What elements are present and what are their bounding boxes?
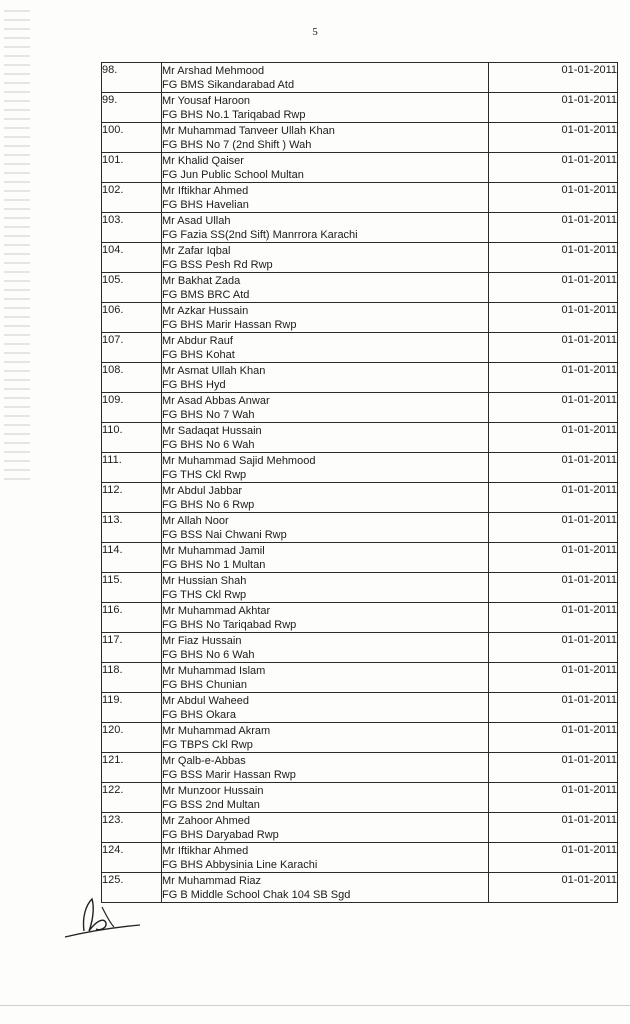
name-school-cell: [162, 663, 489, 693]
serial-number: 124.: [102, 843, 162, 873]
serial-number: 106.: [102, 303, 162, 333]
table-row: [102, 633, 618, 663]
school-name: FG BMS Sikandarabad Atd: [162, 79, 295, 91]
school-name: FG BHS No 6 Rwp: [162, 499, 255, 511]
effective-date: 01-01-2011: [489, 693, 618, 723]
name-school-cell: [162, 723, 489, 753]
employee-name: Mr Bakhat Zada: [162, 275, 241, 287]
employee-name: Mr Qalb-e-Abbas: [162, 755, 246, 767]
employee-name: Mr Muhammad Islam: [162, 665, 266, 677]
school-name: FG THS Ckl Rwp: [162, 469, 247, 481]
employee-name: Mr Asad Abbas Anwar: [162, 395, 270, 407]
table-row: [102, 783, 618, 813]
school-name: FG BHS Kohat: [162, 349, 235, 361]
serial-number: 121.: [102, 753, 162, 783]
employee-name: Mr Munzoor Hussain: [162, 785, 264, 797]
employee-name: Mr Muhammad Riaz: [162, 875, 262, 887]
table-row: [102, 453, 618, 483]
effective-date: 01-01-2011: [489, 423, 618, 453]
serial-number: 109.: [102, 393, 162, 423]
effective-date: 01-01-2011: [489, 513, 618, 543]
school-name: FG TBPS Ckl Rwp: [162, 739, 253, 751]
serial-number: 118.: [102, 663, 162, 693]
school-name: FG BSS Pesh Rd Rwp: [162, 259, 273, 271]
roster-body: [102, 63, 618, 903]
name-school-cell: [162, 243, 489, 273]
name-school-cell: [162, 333, 489, 363]
employee-name: Mr Allah Noor: [162, 515, 229, 527]
name-school-cell: [162, 423, 489, 453]
school-name: FG BHS No 6 Wah: [162, 649, 255, 661]
table-row: [102, 693, 618, 723]
table-row: [102, 873, 618, 903]
table-row: [102, 813, 618, 843]
name-school-cell: [162, 543, 489, 573]
serial-number: 100.: [102, 123, 162, 153]
employee-name: Mr Abdul Jabbar: [162, 485, 243, 497]
employee-name: Mr Asmat Ullah Khan: [162, 365, 266, 377]
serial-number: 107.: [102, 333, 162, 363]
school-name: FG Fazia SS(2nd Sift) Manrrora Karachi: [162, 229, 358, 241]
effective-date: 01-01-2011: [489, 183, 618, 213]
school-name: FG BSS 2nd Multan: [162, 799, 260, 811]
employee-name: Mr Khalid Qaiser: [162, 155, 244, 167]
name-school-cell: [162, 573, 489, 603]
effective-date: 01-01-2011: [489, 663, 618, 693]
name-school-cell: [162, 183, 489, 213]
table-row: [102, 483, 618, 513]
effective-date: 01-01-2011: [489, 453, 618, 483]
effective-date: 01-01-2011: [489, 303, 618, 333]
effective-date: 01-01-2011: [489, 273, 618, 303]
name-school-cell: [162, 123, 489, 153]
serial-number: 116.: [102, 603, 162, 633]
employee-name: Mr Fiaz Hussain: [162, 635, 242, 647]
page-number: 5: [312, 26, 318, 38]
table-row: [102, 93, 618, 123]
effective-date: 01-01-2011: [489, 63, 618, 93]
school-name: FG BHS No 6 Wah: [162, 439, 255, 451]
employee-name: Mr Muhammad Sajid Mehmood: [162, 455, 316, 467]
employee-name: Mr Muhammad Akhtar: [162, 605, 271, 617]
effective-date: 01-01-2011: [489, 243, 618, 273]
table-row: [102, 663, 618, 693]
table-row: [102, 423, 618, 453]
serial-number: 105.: [102, 273, 162, 303]
table-row: [102, 543, 618, 573]
school-name: FG BHS Havelian: [162, 199, 249, 211]
employee-name: Mr Muhammad Akram: [162, 725, 271, 737]
name-school-cell: [162, 483, 489, 513]
bottom-rule: [0, 1005, 630, 1006]
name-school-cell: [162, 63, 489, 93]
table-row: [102, 393, 618, 423]
school-name: FG BHS Chunian: [162, 679, 247, 691]
school-name: FG BHS Marir Hassan Rwp: [162, 319, 297, 331]
serial-number: 117.: [102, 633, 162, 663]
name-school-cell: [162, 273, 489, 303]
employee-name: Mr Azkar Hussain: [162, 305, 249, 317]
table-row: [102, 603, 618, 633]
effective-date: 01-01-2011: [489, 543, 618, 573]
table-row: [102, 123, 618, 153]
table-row: [102, 333, 618, 363]
school-name: FG BHS No 7 Wah: [162, 409, 255, 421]
effective-date: 01-01-2011: [489, 813, 618, 843]
serial-number: 102.: [102, 183, 162, 213]
school-name: FG BHS Abbysinia Line Karachi: [162, 859, 318, 871]
effective-date: 01-01-2011: [489, 783, 618, 813]
effective-date: 01-01-2011: [489, 723, 618, 753]
table-row: [102, 243, 618, 273]
employee-name: Mr Hussian Shah: [162, 575, 247, 587]
serial-number: 108.: [102, 363, 162, 393]
name-school-cell: [162, 153, 489, 183]
name-school-cell: [162, 453, 489, 483]
serial-number: 119.: [102, 693, 162, 723]
effective-date: 01-01-2011: [489, 843, 618, 873]
table-row: [102, 63, 618, 93]
employee-name: Mr Muhammad Tanveer Ullah Khan: [162, 125, 335, 137]
school-name: FG THS Ckl Rwp: [162, 589, 247, 601]
serial-number: 125.: [102, 873, 162, 903]
roster-table: [101, 62, 618, 903]
name-school-cell: [162, 693, 489, 723]
serial-number: 101.: [102, 153, 162, 183]
effective-date: 01-01-2011: [489, 123, 618, 153]
school-name: FG BHS Hyd: [162, 379, 226, 391]
serial-number: 104.: [102, 243, 162, 273]
name-school-cell: [162, 783, 489, 813]
table-row: [102, 303, 618, 333]
school-name: FG B Middle School Chak 104 SB Sgd: [162, 889, 351, 901]
serial-number: 122.: [102, 783, 162, 813]
school-name: FG BSS Nai Chwani Rwp: [162, 529, 287, 541]
scan-edge-marks: [4, 10, 30, 480]
school-name: FG BSS Marir Hassan Rwp: [162, 769, 296, 781]
serial-number: 120.: [102, 723, 162, 753]
employee-name: Mr Arshad Mehmood: [162, 65, 265, 77]
effective-date: 01-01-2011: [489, 93, 618, 123]
employee-name: Mr Sadaqat Hussain: [162, 425, 262, 437]
serial-number: 113.: [102, 513, 162, 543]
serial-number: 115.: [102, 573, 162, 603]
serial-number: 103.: [102, 213, 162, 243]
table-row: [102, 273, 618, 303]
serial-number: 110.: [102, 423, 162, 453]
school-name: FG BHS No Tariqabad Rwp: [162, 619, 297, 631]
serial-number: 99.: [102, 93, 162, 123]
school-name: FG BHS Okara: [162, 709, 236, 721]
table-row: [102, 183, 618, 213]
name-school-cell: [162, 873, 489, 903]
effective-date: 01-01-2011: [489, 573, 618, 603]
name-school-cell: [162, 393, 489, 423]
serial-number: 114.: [102, 543, 162, 573]
name-school-cell: [162, 753, 489, 783]
table-row: [102, 363, 618, 393]
effective-date: 01-01-2011: [489, 753, 618, 783]
table-row: [102, 843, 618, 873]
employee-name: Mr Asad Ullah: [162, 215, 231, 227]
table-row: [102, 723, 618, 753]
effective-date: 01-01-2011: [489, 213, 618, 243]
employee-name: Mr Abdur Rauf: [162, 335, 233, 347]
employee-name: Mr Iftikhar Ahmed: [162, 185, 249, 197]
effective-date: 01-01-2011: [489, 393, 618, 423]
school-name: FG BHS No 7 (2nd Shift ) Wah: [162, 139, 312, 151]
name-school-cell: [162, 843, 489, 873]
school-name: FG BMS BRC Atd: [162, 289, 250, 301]
name-school-cell: [162, 363, 489, 393]
table-row: [102, 513, 618, 543]
school-name: FG BHS No.1 Tariqabad Rwp: [162, 109, 306, 121]
table-row: [102, 213, 618, 243]
effective-date: 01-01-2011: [489, 333, 618, 363]
name-school-cell: [162, 513, 489, 543]
name-school-cell: [162, 303, 489, 333]
name-school-cell: [162, 633, 489, 663]
school-name: FG Jun Public School Multan: [162, 169, 304, 181]
effective-date: 01-01-2011: [489, 363, 618, 393]
employee-name: Mr Yousaf Haroon: [162, 95, 251, 107]
effective-date: 01-01-2011: [489, 873, 618, 903]
employee-name: Mr Zahoor Ahmed: [162, 815, 251, 827]
effective-date: 01-01-2011: [489, 603, 618, 633]
serial-number: 98.: [102, 63, 162, 93]
employee-name: Mr Muhammad Jamil: [162, 545, 265, 557]
effective-date: 01-01-2011: [489, 633, 618, 663]
serial-number: 112.: [102, 483, 162, 513]
name-school-cell: [162, 93, 489, 123]
employee-name: Mr Abdul Waheed: [162, 695, 250, 707]
effective-date: 01-01-2011: [489, 153, 618, 183]
school-name: FG BHS No 1 Multan: [162, 559, 266, 571]
name-school-cell: [162, 603, 489, 633]
serial-number: 123.: [102, 813, 162, 843]
table-row: [102, 753, 618, 783]
table-row: [102, 573, 618, 603]
employee-name: Mr Iftikhar Ahmed: [162, 845, 249, 857]
school-name: FG BHS Daryabad Rwp: [162, 829, 279, 841]
name-school-cell: [162, 213, 489, 243]
signature-mark: [62, 895, 142, 941]
serial-number: 111.: [102, 453, 162, 483]
employee-name: Mr Zafar Iqbal: [162, 245, 231, 257]
table-row: [102, 153, 618, 183]
name-school-cell: [162, 813, 489, 843]
effective-date: 01-01-2011: [489, 483, 618, 513]
